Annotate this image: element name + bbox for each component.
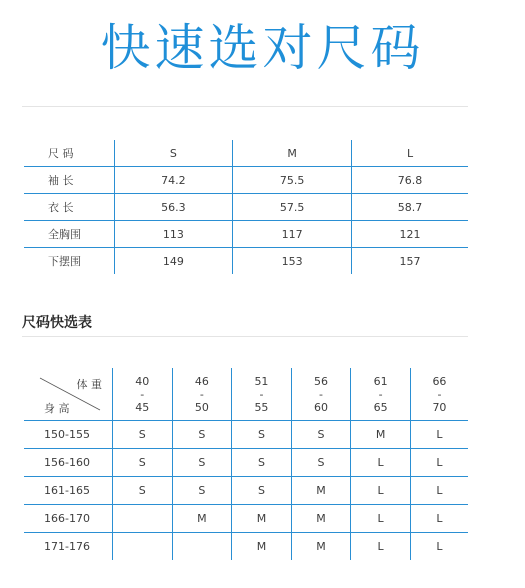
quick-size-table <box>24 368 468 560</box>
table-cell: 57.5 <box>233 194 352 221</box>
table-row <box>24 533 468 561</box>
table-cell: 153 <box>233 248 352 275</box>
size-cell: L <box>351 477 411 505</box>
table-cell: 117 <box>233 221 352 248</box>
quick-chart-title: 尺码快选表 <box>22 315 92 331</box>
size-cell: L <box>410 477 468 505</box>
weight-max: 50 <box>194 400 209 414</box>
weight-min: 51 <box>254 374 269 388</box>
weight-dash: - <box>437 387 442 401</box>
size-col-header: L <box>352 140 468 167</box>
size-cell: S <box>113 477 173 505</box>
weight-col-header <box>113 368 173 421</box>
weight-dash: - <box>140 387 145 401</box>
section-divider <box>22 336 468 337</box>
weight-max: 70 <box>432 400 447 414</box>
table-cell: 76.8 <box>352 167 468 194</box>
weight-dash: - <box>259 387 264 401</box>
size-cell: M <box>232 505 292 533</box>
size-cell: S <box>113 449 173 477</box>
page-title: 快速选对尺码 <box>100 19 425 77</box>
row-header: 下摆围 <box>48 255 81 268</box>
size-cell: L <box>410 533 468 561</box>
height-range: 156-160 <box>24 449 113 477</box>
weight-min: 56 <box>314 374 329 388</box>
size-col-header: S <box>114 140 233 167</box>
row-header: 衣 长 <box>24 194 114 221</box>
table-cell: 157 <box>352 248 468 275</box>
weight-max: 65 <box>373 400 388 414</box>
table-cell: 149 <box>114 248 233 275</box>
table-cell: 74.2 <box>114 167 233 194</box>
size-cell: M <box>291 505 351 533</box>
size-cell: S <box>172 421 232 449</box>
size-cell: M <box>351 421 411 449</box>
size-cell: M <box>291 477 351 505</box>
size-cell: S <box>232 449 292 477</box>
table-row <box>24 248 468 275</box>
table-row <box>24 140 468 167</box>
size-cell: S <box>291 449 351 477</box>
table-cell: 56.3 <box>114 194 233 221</box>
size-cell <box>113 505 173 533</box>
table-cell: 113 <box>114 221 233 248</box>
size-cell: S <box>113 421 173 449</box>
size-cell: S <box>232 421 292 449</box>
weight-col-header <box>291 368 351 421</box>
title-divider <box>22 106 468 107</box>
weight-axis-label: 体 重 <box>76 378 102 391</box>
height-range: 161-165 <box>24 477 113 505</box>
weight-min: 66 <box>432 374 447 388</box>
size-cell <box>113 533 173 561</box>
weight-col-header <box>410 368 468 421</box>
size-cell: L <box>351 449 411 477</box>
row-header: 尺 码 <box>24 140 114 167</box>
weight-max: 60 <box>314 400 329 414</box>
table-row <box>24 167 468 194</box>
height-range: 166-170 <box>24 505 113 533</box>
weight-max: 45 <box>135 400 150 414</box>
row-header: 袖 长 <box>24 167 114 194</box>
table-row <box>24 194 468 221</box>
table-row <box>24 221 468 248</box>
table-header-row <box>24 368 468 421</box>
table-cell: 58.7 <box>352 194 468 221</box>
table-row <box>24 477 468 505</box>
size-cell: L <box>410 449 468 477</box>
weight-min: 46 <box>194 374 209 388</box>
size-cell: S <box>172 477 232 505</box>
size-cell: M <box>291 533 351 561</box>
height-range: 150-155 <box>24 421 113 449</box>
height-axis-label: 身 高 <box>44 402 70 415</box>
weight-col-header <box>172 368 232 421</box>
size-cell: M <box>172 505 232 533</box>
size-cell: M <box>232 533 292 561</box>
weight-dash: - <box>319 387 324 401</box>
size-cell: S <box>232 477 292 505</box>
weight-min: 40 <box>135 374 150 388</box>
table-row <box>24 421 468 449</box>
size-cell: S <box>291 421 351 449</box>
size-chart-table <box>24 140 468 274</box>
weight-col-header <box>351 368 411 421</box>
table-cell: 121 <box>352 221 468 248</box>
weight-dash: - <box>199 387 204 401</box>
size-cell: L <box>410 505 468 533</box>
row-header: 全胸围 <box>24 221 114 248</box>
size-cell: S <box>172 449 232 477</box>
size-cell <box>172 533 232 561</box>
table-row <box>24 505 468 533</box>
weight-dash: - <box>378 387 383 401</box>
weight-max: 55 <box>254 400 269 414</box>
size-col-header: M <box>233 140 352 167</box>
table-cell: 75.5 <box>233 167 352 194</box>
weight-min: 61 <box>373 374 388 388</box>
height-range: 171-176 <box>44 540 90 553</box>
size-cell: L <box>410 421 468 449</box>
size-cell: L <box>351 505 411 533</box>
size-cell: L <box>351 533 411 561</box>
weight-col-header <box>232 368 292 421</box>
table-row <box>24 449 468 477</box>
corner-cell <box>24 368 113 421</box>
